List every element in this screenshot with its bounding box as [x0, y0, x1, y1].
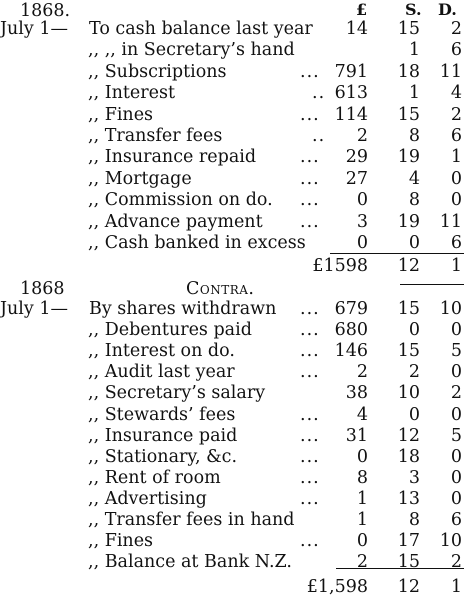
amount-shillings: 19 — [397, 147, 420, 168]
amount-shillings: 17 — [397, 531, 420, 552]
entry-description: ,, Mortgage — [88, 168, 192, 189]
ledger-row — [0, 146, 466, 169]
ledger-row — [0, 488, 466, 511]
amount-pounds: 2 — [356, 126, 368, 146]
amount-shillings: 0 — [408, 233, 420, 253]
leader-dots: ... — [300, 168, 320, 189]
entry-description: ,, Commission on do. — [88, 190, 273, 211]
amount-pence: 6 — [450, 510, 462, 530]
amount-pence: 0 — [450, 168, 462, 189]
amount-shillings: 4 — [408, 168, 420, 189]
entry-description: To cash balance last year — [89, 19, 313, 39]
ledger-row — [0, 340, 466, 363]
ledger-row — [0, 467, 466, 490]
entry-description: ,, Interest on do. — [88, 341, 235, 362]
amount-shillings: 8 — [408, 190, 420, 211]
amount-pence: 0 — [450, 320, 462, 341]
amount-pounds: 14 — [345, 19, 368, 39]
amount-shillings: 0 — [408, 404, 420, 425]
amount-pence: 0 — [450, 488, 462, 509]
entry-description: ,, Fines — [88, 104, 154, 125]
amount-shillings: 0 — [408, 320, 420, 341]
leader-dots: ... — [300, 446, 320, 467]
amount-pence: 2 — [450, 19, 462, 39]
entry-description: ,, Advertising — [88, 488, 207, 509]
amount-pounds: 31 — [345, 425, 368, 446]
amount-shillings: 10 — [397, 383, 420, 404]
amount-shillings: 15 — [397, 299, 420, 319]
entry-description: ,, Transfer fees — [88, 126, 223, 146]
leader-dots: ... — [300, 320, 320, 341]
ledger-row — [0, 125, 466, 148]
entry-description: ,, Fines — [88, 531, 154, 552]
amount-pounds: 29 — [345, 147, 368, 168]
entry-description: ,, Insurance paid — [88, 425, 238, 446]
contra-heading: Contra. — [186, 279, 255, 299]
entry-description: ,, Debentures paid — [88, 320, 252, 341]
ledger-row — [0, 530, 466, 553]
ledger-row — [0, 211, 466, 234]
contra-total-row — [0, 575, 466, 599]
amount-pounds: 146 — [334, 341, 368, 362]
amount-pounds: 0 — [356, 233, 368, 253]
amount-shillings: 18 — [397, 61, 420, 82]
ledger-row — [0, 509, 466, 532]
amount-pence: 10 — [439, 531, 462, 552]
amount-shillings: 12 — [397, 425, 420, 446]
amount-pounds: 27 — [345, 168, 368, 189]
leader-dots: ... — [300, 531, 320, 552]
leader-dots: ... — [300, 404, 320, 425]
amount-shillings: 1 — [408, 40, 420, 61]
amount-pounds: 4 — [356, 404, 368, 425]
amount-pence: 6 — [450, 233, 462, 253]
ledger-row — [0, 189, 466, 212]
amount-pence: 0 — [450, 446, 462, 467]
ledger-row — [0, 18, 466, 41]
amount-pence: 2 — [450, 383, 462, 404]
ledger-row — [0, 382, 466, 405]
leader-dots: ... — [300, 362, 320, 383]
amount-pounds: 8 — [356, 467, 368, 488]
pounds-column-header: £ — [356, 0, 368, 19]
amount-shillings: 18 — [397, 446, 420, 467]
receipts-total-pounds: £1598 — [312, 256, 368, 276]
amount-pounds: 791 — [334, 61, 368, 82]
amount-pence: 5 — [450, 341, 462, 362]
contra-total-pence: 1 — [450, 577, 462, 597]
date-prefix: July 1— — [0, 299, 68, 319]
entry-description: ,, Stewards’ fees — [88, 404, 236, 425]
receipts-total-shillings: 12 — [397, 256, 420, 276]
amount-pence: 6 — [450, 40, 462, 61]
amount-shillings: 8 — [408, 126, 420, 146]
amount-pence: 0 — [450, 404, 462, 425]
date-prefix: July 1— — [0, 19, 68, 39]
leader-dots: ... — [300, 341, 320, 362]
amount-shillings: 19 — [397, 211, 420, 232]
amount-pence: 5 — [450, 425, 462, 446]
entry-description: By shares withdrawn — [89, 299, 277, 319]
amount-pounds: 3 — [356, 211, 368, 232]
leader-dots: ... — [300, 190, 320, 211]
amount-pence: 2 — [450, 104, 462, 125]
ledger-row — [0, 361, 466, 384]
leader-dots: ... — [300, 425, 320, 446]
ledger-row — [0, 425, 466, 448]
amount-pence: 2 — [450, 552, 462, 573]
ledger-row — [0, 104, 466, 127]
leader-dots: ... — [300, 488, 320, 509]
ledger-row — [0, 168, 466, 191]
pence-column-header: D. — [438, 0, 457, 19]
amount-pounds: 38 — [345, 383, 368, 404]
amount-shillings: 15 — [397, 19, 420, 39]
ledger-row — [0, 404, 466, 427]
amount-pounds: 0 — [356, 446, 368, 467]
entry-description: ,, Balance at Bank N.Z. — [88, 552, 292, 573]
amount-shillings: 2 — [408, 362, 420, 383]
ledger-row — [0, 298, 466, 321]
amount-pence: 11 — [439, 211, 462, 232]
leader-dots: ... — [300, 211, 320, 232]
amount-pence: 11 — [439, 61, 462, 82]
leader-dots: .. — [312, 83, 326, 104]
contra-year: 1868 — [20, 279, 65, 299]
receipts-total-pence: 1 — [450, 256, 462, 276]
amount-pounds: 679 — [334, 299, 368, 319]
contra-total-shillings: 12 — [397, 577, 420, 597]
amount-pounds: 613 — [334, 83, 368, 104]
entry-description: ,, Insurance repaid — [88, 147, 257, 168]
ledger-row — [0, 319, 466, 342]
ledger-row — [0, 551, 466, 574]
entry-description: ,, ,, in Secretary’s hand — [88, 40, 295, 61]
entry-description: ,, Cash banked in excess — [88, 233, 306, 253]
shillings-column-header: S. — [405, 0, 422, 19]
amount-pence: 0 — [450, 362, 462, 383]
amount-shillings: 15 — [397, 104, 420, 125]
entry-description: ,, Secretary’s salary — [88, 383, 266, 404]
receipts-year: 1868. — [20, 1, 71, 21]
amount-pounds: 114 — [334, 104, 368, 125]
amount-shillings: 15 — [397, 341, 420, 362]
amount-shillings: 15 — [397, 552, 420, 573]
amount-pence: 0 — [450, 467, 462, 488]
amount-pounds: 2 — [356, 362, 368, 383]
amount-shillings: 1 — [408, 83, 420, 104]
amount-pounds: 680 — [334, 320, 368, 341]
contra-total-rule — [336, 568, 464, 569]
leader-dots: ... — [300, 104, 320, 125]
ledger-row — [0, 446, 466, 469]
ledger-row — [0, 82, 466, 105]
amount-pence: 0 — [450, 190, 462, 211]
entry-description: ,, Subscriptions — [88, 61, 227, 82]
leader-dots: ... — [300, 61, 320, 82]
amount-pounds: 2 — [356, 552, 368, 573]
amount-shillings: 8 — [408, 510, 420, 530]
amount-pence: 10 — [439, 299, 462, 319]
entry-description: ,, Audit last year — [88, 362, 235, 383]
ledger-row — [0, 232, 466, 255]
amount-pounds: 1 — [356, 510, 368, 530]
receipts-total-row — [0, 254, 466, 278]
ledger-row — [0, 39, 466, 62]
leader-dots: ... — [300, 147, 320, 168]
amount-pence: 1 — [450, 147, 462, 168]
amount-pounds: 1 — [356, 488, 368, 509]
amount-shillings: 13 — [397, 488, 420, 509]
amount-pounds: 0 — [356, 531, 368, 552]
ledger-row — [0, 61, 466, 84]
entry-description: ,, Transfer fees in hand — [88, 510, 295, 530]
leader-dots: ... — [300, 299, 320, 319]
entry-description: ,, Rent of room — [88, 467, 221, 488]
leader-dots: .. — [312, 126, 326, 146]
amount-shillings: 3 — [408, 467, 420, 488]
contra-total-pounds: £1,598 — [306, 577, 368, 597]
entry-description: ,, Interest — [88, 83, 175, 104]
amount-pence: 6 — [450, 126, 462, 146]
amount-pence: 4 — [450, 83, 462, 104]
leader-dots: ... — [300, 467, 320, 488]
entry-description: ,, Stationary, &c. — [88, 446, 238, 467]
entry-description: ,, Advance payment — [88, 211, 263, 232]
amount-pounds: 0 — [356, 190, 368, 211]
